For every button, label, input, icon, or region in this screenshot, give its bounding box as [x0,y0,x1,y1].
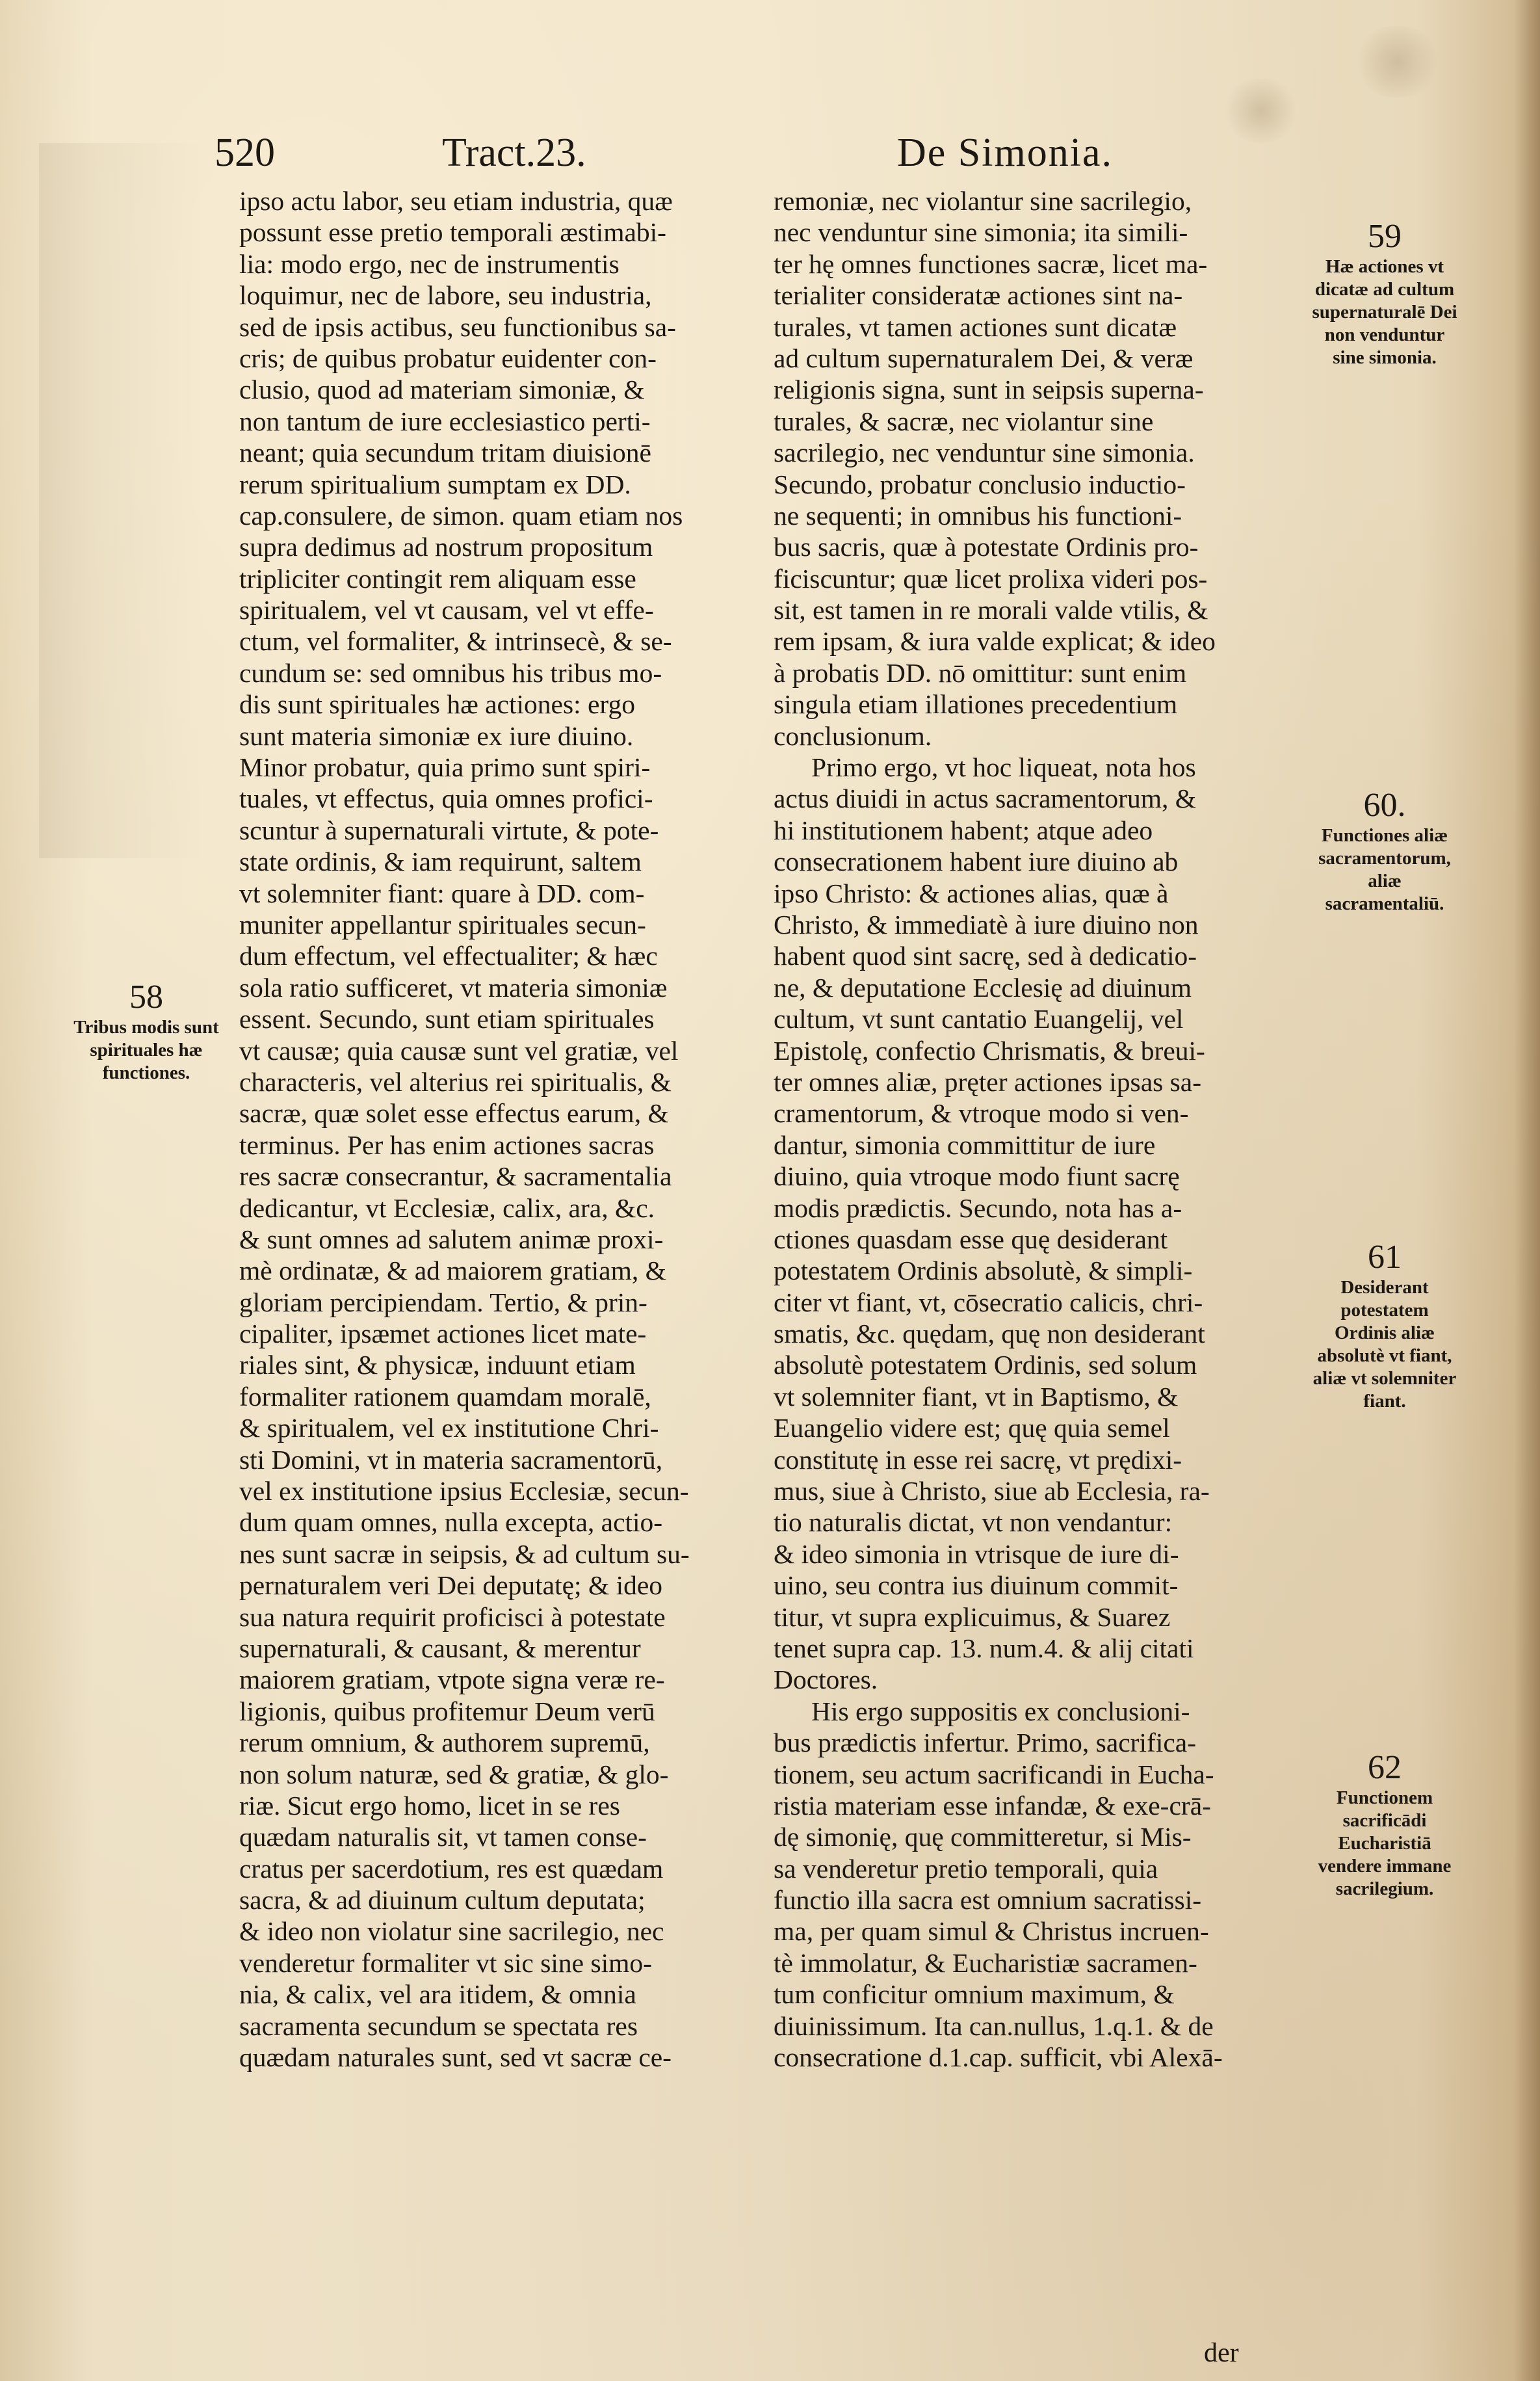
text-line: consecrationem habent iure diuino ab [774,847,1179,877]
text-line: Doctores. [774,1664,878,1695]
text-line: venderetur formaliter vt sic sine simo- [239,1947,652,1978]
text-line: sacra, & ad diuinum cultum deputata; [239,1885,646,1915]
text-line: tum conficitur omnium maximum, & [774,1979,1175,2010]
text-line: cipaliter, ipsæmet actiones licet mate- [239,1319,647,1349]
text-line: potestatem Ordinis absolutè, & simpli- [774,1256,1193,1286]
text-line: essent. Secundo, sunt etiam spirituales [239,1004,655,1034]
text-line: uino, seu contra ius diuinum commit- [774,1570,1179,1601]
catchword: der [1204,2338,1239,2368]
text-line: tè immolatur, & Eucharistiæ sacramen- [774,1947,1197,1978]
text-line: citer vt fiant, vt, cōsecratio calicis, chri- [774,1287,1203,1317]
text-line: cap.consulere, de simon. quam etiam nos [239,500,683,531]
text-line: His ergo suppositis ex conclusioni- [811,1696,1190,1726]
text-line: sed de ipsis actibus, seu functionibus sa- [239,311,676,342]
text-line: vt solemniter fiant, vt in Baptismo, & [774,1381,1179,1412]
text-line: ter hę omnes functiones sacræ, licet ma- [774,248,1208,279]
text-line: dę simonię, quę committeretur, si Mis- [774,1822,1192,1852]
text-line: ristia materiam esse infandæ, & exe-crā- [774,1790,1211,1821]
text-line: smatis, &c. quędam, quę non desiderant [774,1319,1205,1349]
marginal-number: 59 [1368,218,1402,255]
text-line: pernaturalem veri Dei deputatę; & ideo [239,1570,663,1601]
text-line: cris; de quibus probatur euidenter con- [239,343,657,373]
text-line: modis prædictis. Secundo, nota has a- [774,1192,1182,1223]
text-line: mè ordinatæ, & ad maiorem gratiam, & [239,1256,666,1286]
marginal-note-60 [1310,787,1459,915]
text-line: & ideo non violatur sine sacrilegio, nec [239,1916,664,1947]
text-line: ter omnes aliæ, pręter actiones ipsas sa- [774,1066,1202,1097]
header-left-title: Tract.23. [442,131,586,175]
text-line: & sunt omnes ad salutem animæ proxi- [239,1224,664,1254]
text-line: sola ratio sufficeret, vt materia simoniæ [239,972,668,1003]
text-line: sti Domini, vt in materia sacramentorū, [239,1444,663,1475]
right-text-column [774,185,1307,2073]
marginal-number: 58 [129,979,163,1016]
text-line: tripliciter contingit rem aliquam esse [239,563,636,594]
marginal-number: 62 [1368,1749,1402,1786]
marginal-text: Hæ actiones vt dicatæ ad cultum supernaturalē Dei non venduntur sine simonia. [1312,256,1457,368]
text-line: ligionis, quibus profitemur Deum verū [239,1696,655,1726]
marginal-text: Functiones aliæ sacramentorum, aliæ sacramentaliū. [1318,825,1451,914]
left-margin-smudge [39,143,202,858]
text-line: & spiritualem, vel ex institutione Chri- [239,1413,659,1443]
text-line: lia: modo ergo, nec de instrumentis [239,248,620,279]
text-line: rem ipsam, & iura valde explicat; & ideo [774,626,1216,657]
marginal-text: Desiderant potestatem Ordinis aliæ absolutè vt fiant, aliæ vt solemniter fiant. [1312,1277,1457,1412]
marginal-number: 60. [1363,787,1406,824]
text-line: non tantum de iure ecclesiastico perti- [239,406,651,436]
text-line: ma, per quam simul & Christus incruen- [774,1916,1209,1947]
text-line: ctum, vel formaliter, & intrinsecè, & se- [239,626,672,657]
text-line: ipso Christo: & actiones alias, quæ à [774,878,1169,908]
text-line: neant; quia secundum tritam diuisionē [239,438,651,468]
text-line: tio naturalis dictat, vt non vendantur: [774,1507,1173,1538]
text-line: characteris, vel alterius rei spiritualis, & [239,1066,672,1097]
text-line: rerum omnium, & authorem supremū, [239,1728,650,1758]
text-line: dedicantur, vt Ecclesiæ, calix, ara, &c. [239,1192,655,1223]
text-line: singula etiam illationes precedentium [774,689,1178,720]
text-line: Epistolę, confectio Chrismatis, & breui- [774,1035,1205,1066]
marginal-note-62 [1310,1749,1459,1901]
text-line: tuales, vt effectus, quia omnes profici- [239,783,653,814]
text-line: muniter appellantur spirituales secun- [239,909,646,940]
text-line: ne sequenti; in omnibus his functioni- [774,500,1182,531]
text-line: state ordinis, & iam requirunt, saltem [239,847,642,877]
text-line: riales sint, & physicæ, induunt etiam [239,1350,636,1380]
text-line: turales, & sacræ, nec violantur sine [774,406,1154,436]
text-line: diuino, quia vtroque modo fiunt sacrę [774,1161,1180,1192]
text-line: terialiter consideratæ actiones sint na- [774,280,1183,311]
text-line: tenet supra cap. 13. num.4. & alij citati [774,1633,1194,1663]
text-line: bus prædictis infertur. Primo, sacrifica- [774,1728,1197,1758]
text-line: non solum naturæ, sed & gratiæ, & glo- [239,1759,669,1789]
text-line: tionem, seu actum sacrificandi in Eucha- [774,1759,1214,1789]
text-line: absolutè potestatem Ordinis, sed solum [774,1350,1197,1380]
text-line: nes sunt sacræ in seipsis, & ad cultum su- [239,1538,690,1569]
text-line: gloriam percipiendam. Tertio, & prin- [239,1287,647,1317]
text-line: spiritualem, vel vt causam, vel vt effe- [239,595,654,625]
text-line: cratus per sacerdotium, res est quædam [239,1853,664,1884]
text-line: scuntur à supernaturali virtute, & pote- [239,815,659,845]
left-text-column [239,185,772,2073]
text-line: ficiscuntur; quæ licet prolixa videri pos- [774,563,1208,594]
marginal-note-61 [1310,1239,1459,1413]
text-line: sacramenta secundum se spectata res [239,2010,638,2041]
text-line: sacrilegio, nec venduntur sine simonia. [774,438,1195,468]
header-right-title: De Simonia. [897,131,1113,175]
marginal-text: Tribus modis sunt spirituales hæ functiones. [73,1017,219,1083]
text-line: ne, & deputatione Ecclesię ad diuinum [774,972,1192,1003]
text-line: dum quam omnes, nulla excepta, actio- [239,1507,663,1538]
text-line: consecratione d.1.cap. sufficit, vbi Alexā- [774,2042,1223,2073]
text-line: mus, siue à Christo, siue ab Ecclesia, ra- [774,1476,1210,1506]
text-line: functio illa sacra est omnium sacratissi- [774,1885,1202,1915]
text-line: quædam naturales sunt, sed vt sacræ ce- [239,2042,672,2073]
text-line: dum effectum, vel effectualiter; & hæc [239,941,658,971]
text-line: sacræ, quæ solet esse effectus earum, & [239,1098,669,1129]
text-line: res sacræ consecrantur, & sacramentalia [239,1161,672,1192]
ink-stain [1352,26,1443,98]
text-line: ctiones quasdam esse quę desiderant [774,1224,1168,1254]
page-number: 520 [215,131,275,175]
text-line: & ideo simonia in vtrisque de iure di- [774,1538,1179,1569]
text-line: diuinissimum. Ita can.nullus, 1.q.1. & de [774,2010,1214,2041]
text-line: rerum spiritualium sumptam ex DD. [239,469,631,499]
text-line: Minor probatur, quia primo sunt spiri- [239,752,651,783]
text-line: sua natura requirit proficisci à potestate [239,1601,666,1632]
text-line: actus diuidi in actus sacramentorum, & [774,783,1196,814]
text-line: riæ. Sicut ergo homo, licet in se res [239,1790,620,1821]
text-line: nec venduntur sine simonia; ita simili- [774,217,1188,248]
text-line: bus sacris, quæ à potestate Ordinis pro- [774,532,1199,562]
text-line: supra dedimus ad nostrum propositum [239,532,653,562]
running-header [195,130,1300,189]
text-line: sit, est tamen in re morali valde vtilis, & [774,595,1208,625]
text-line: supernaturali, & causant, & merentur [239,1633,641,1663]
text-line: conclusionum. [774,720,932,751]
text-line: ipso actu labor, seu etiam industria, quæ [239,186,673,216]
text-line: habent quod sint sacrę, sed à dedicatio- [774,941,1197,971]
text-line: turales, vt tamen actiones sunt dicatæ [774,311,1177,342]
text-line: Euangelio videre est; quę quia semel [774,1413,1170,1443]
text-line: loquimur, nec de labore, seu industria, [239,280,652,311]
text-line: cultum, vt sunt cantatio Euangelij, vel [774,1004,1184,1034]
text-line: hi institutionem habent; atque adeo [774,815,1153,845]
text-line: nia, & calix, vel ara itidem, & omnia [239,1979,636,2010]
text-line: vt solemniter fiant: quare à DD. com- [239,878,645,908]
text-line: Secundo, probatur conclusio inductio- [774,469,1186,499]
text-line: quædam naturalis sit, vt tamen conse- [239,1822,647,1852]
text-line: cramentorum, & vtroque modo si ven- [774,1098,1189,1129]
text-line: remoniæ, nec violantur sine sacrilegio, [774,186,1192,216]
text-line: à probatis DD. nō omittitur: sunt enim [774,657,1187,688]
text-line: sunt materia simoniæ ex iure diuino. [239,720,634,751]
marginal-note-58 [65,979,228,1085]
text-line: Christo, & immediatè à iure diuino non [774,909,1199,940]
marginal-number: 61 [1368,1239,1402,1276]
text-line: vel ex institutione ipsius Ecclesiæ, secun- [239,1476,689,1506]
marginal-text: Functionem sacrificādi Eucharistiā vendere immane sacrilegium. [1318,1787,1452,1899]
text-line: vt causæ; quia causæ sunt vel gratiæ, vel [239,1035,679,1066]
text-line: formaliter rationem quamdam moralē, [239,1381,651,1412]
text-line: clusio, quod ad materiam simoniæ, & [239,375,645,405]
text-line: sa venderetur pretio temporali, quia [774,1853,1158,1884]
text-line: constitutę in esse rei sacrę, vt prędixi- [774,1444,1182,1475]
text-line: possunt esse pretio temporali æstimabi- [239,217,666,248]
text-line: maiorem gratiam, vtpote signa veræ re- [239,1664,665,1695]
text-line: terminus. Per has enim actiones sacras [239,1129,655,1160]
text-line: religionis signa, sunt in seipsis superna- [774,375,1204,405]
text-line: ad cultum supernaturalem Dei, & veræ [774,343,1194,373]
text-line: Primo ergo, vt hoc liqueat, nota hos [811,752,1196,783]
text-line: dis sunt spirituales hæ actiones: ergo [239,689,635,720]
text-line: cundum se: sed omnibus his tribus mo- [239,657,662,688]
page-edge-shadow [1514,0,1540,2381]
text-line: titur, vt supra explicuimus, & Suarez [774,1601,1171,1632]
marginal-note-59 [1310,218,1459,369]
text-line: dantur, simonia committitur de iure [774,1129,1156,1160]
